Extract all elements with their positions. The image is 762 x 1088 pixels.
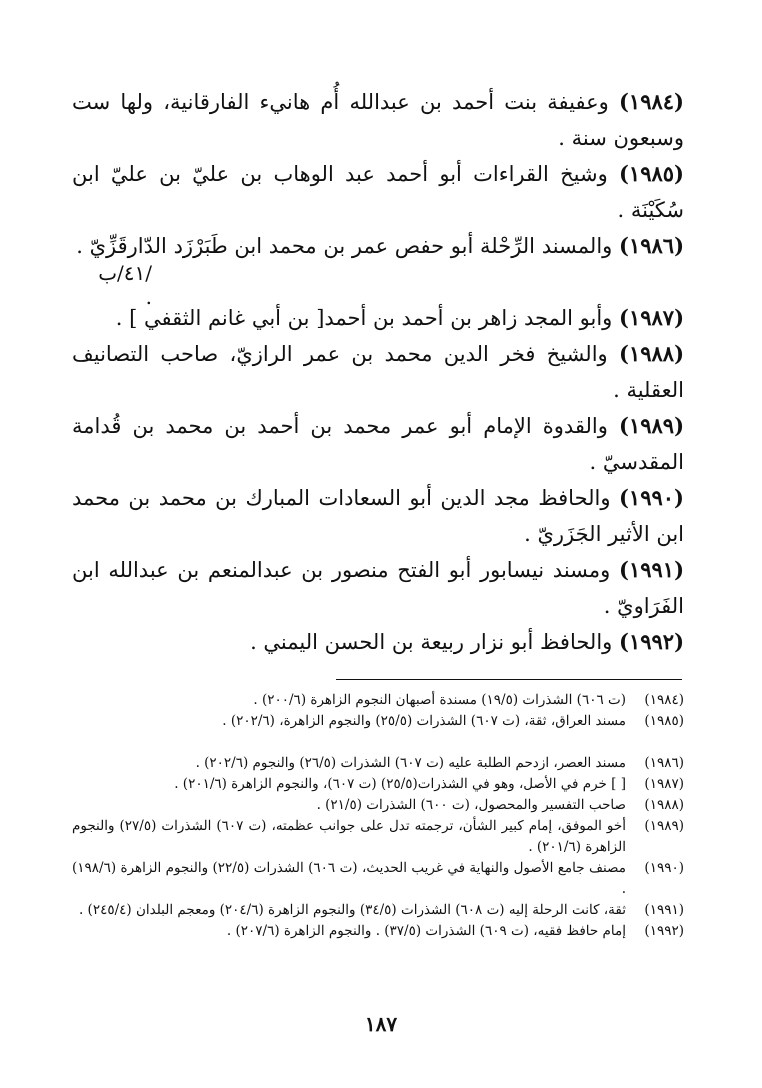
entry-text: والحافظ أبو نزار ربيعة بن الحسن اليمني . <box>250 630 613 654</box>
entry-number: (١٩٨٤) <box>618 89 684 114</box>
entry-number: (١٩٨٦) <box>619 233 684 258</box>
footnote-1987 <box>72 774 684 795</box>
entry-text: والمسند الرِّحْلة أبو حفص عمر بن محمد ابن طَبَرْزَد الدّارقَزِّيّ . <box>76 234 613 258</box>
footnote-separator <box>336 679 682 680</box>
entry-text: وشيخ القراءات أبو أحمد عبد الوهاب بن عليّ بن عليّ ابن سُكَيْنَة . <box>72 162 684 222</box>
entry-number: (١٩٨٨) <box>619 341 684 366</box>
entry-1985 <box>72 156 684 228</box>
footnote-number: (١٩٨٩) <box>644 818 684 834</box>
folio-mark: /٤١/ب . <box>98 261 152 309</box>
entry-text: وعفيفة بنت أحمد بن عبدالله أُم هانيء الفارقانية، ولها ست وسبعون سنة . <box>72 90 684 150</box>
entry-1991 <box>72 552 684 624</box>
entry-number: (١٩٨٥) <box>618 161 684 186</box>
entry-1984 <box>72 84 684 156</box>
entry-number: (١٩٩٠) <box>618 485 684 510</box>
footnote-number: (١٩٩١) <box>644 902 684 918</box>
footnote-text: مسند العصر، ازدحم الطلبة عليه (ت ٦٠٧) الشذرات (٢٦/٥) والنجوم (٢٠٢/٦) . <box>195 755 626 771</box>
footnote-text: مصنف جامع الأصول والنهاية في غريب الحديث، (ت ٦٠٦) الشذرات (٢٢/٥) والنجوم الزاهرة (١٩٨/٦) . <box>72 860 626 897</box>
entry-1987 <box>72 300 684 336</box>
footnote-number: (١٩٨٦) <box>644 755 684 771</box>
footnote-number: (١٩٨٧) <box>644 776 684 792</box>
entry-1990 <box>72 480 684 552</box>
footnotes <box>72 690 684 942</box>
entry-number: (١٩٩١) <box>619 557 684 582</box>
entry-1989 <box>72 408 684 480</box>
footnote-text: صاحب التفسير والمحصول، (ت ٦٠٠) الشذرات (٢١/٥) . <box>316 797 626 813</box>
footnote-text: إمام حافظ فقيه، (ت ٦٠٩) الشذرات (٣٧/٥) . والنجوم الزاهرة (٢٠٧/٦) . <box>226 923 626 939</box>
entry-text: والشيخ فخر الدين محمد بن عمر الرازيّ، صاحب التصانيف العقلية . <box>72 342 684 402</box>
entry-number: (١٩٩٢) <box>619 629 684 654</box>
entry-text: وأبو المجد زاهر بن أحمد بن أحمد[ بن أبي غانم الثقفي ] . <box>115 306 613 330</box>
entry-text: والقدوة الإمام أبو عمر محمد بن أحمد بن محمد بن قُدامة المقدسيّ . <box>72 414 684 474</box>
entry-1986 <box>72 228 684 264</box>
footnote-text: (ت ٦٠٦) الشذرات (١٩/٥) مسندة أصبهان النجوم الزاهرة (٢٠٠/٦) . <box>253 692 626 708</box>
footnote-number: (١٩٩٠) <box>644 860 684 876</box>
footnote-number: (١٩٨٨) <box>644 797 684 813</box>
footnote-number: (١٩٨٤) <box>644 692 684 708</box>
entry-number: (١٩٨٩) <box>619 413 684 438</box>
entry-1988 <box>72 336 684 408</box>
footnote-text: [ ] خرم في الأصل، وهو في الشذرات(٢٥/٥) (ت ٦٠٧)، والنجوم الزاهرة (٢٠١/٦) . <box>174 776 626 792</box>
footnote-number: (١٩٨٥) <box>644 713 684 729</box>
footnote-1984 <box>72 690 684 711</box>
footnote-1989 <box>72 816 684 858</box>
entry-1992 <box>72 624 684 660</box>
footnote-1985 <box>72 711 684 732</box>
entry-number: (١٩٨٧) <box>619 305 684 330</box>
footnote-1988 <box>72 795 684 816</box>
footnote-1990 <box>72 858 684 900</box>
folio-line <box>72 264 684 300</box>
footnote-text: ثقة، كانت الرحلة إليه (ت ٦٠٨) الشذرات (٣٤/٥) والنجوم الزاهرة (٢٠٤/٦) ومعجم البلدان (٢٤٥/٤) . <box>78 902 626 918</box>
footnote-1991 <box>72 900 684 921</box>
footnote-1986 <box>72 753 684 774</box>
footnote-text: مسند العراق، ثقة، (ت ٦٠٧) الشذرات (٢٥/٥) والنجوم الزاهرة، (٢٠٢/٦) . <box>222 713 626 729</box>
entry-text: ومسند نيسابور أبو الفتح منصور بن عبدالمنعم بن عبدالله ابن الفَرَاويّ . <box>72 558 684 618</box>
entry-text: والحافظ مجد الدين أبو السعادات المبارك بن محمد بن محمد ابن الأثير الجَزَريّ . <box>72 486 684 546</box>
footnote-number: (١٩٩٢) <box>644 923 684 939</box>
footnote-text: أخو الموفق، إمام كبير الشأن، ترجمته تدل على جوانب عظمته، (ت ٦٠٧) الشذرات (٢٧/٥) والنجوم الزاهرة (٢٠١/٦) . <box>72 818 627 855</box>
main-text <box>72 84 684 660</box>
page-number: ١٨٧ <box>364 1012 398 1036</box>
footnote-1992 <box>72 921 684 942</box>
